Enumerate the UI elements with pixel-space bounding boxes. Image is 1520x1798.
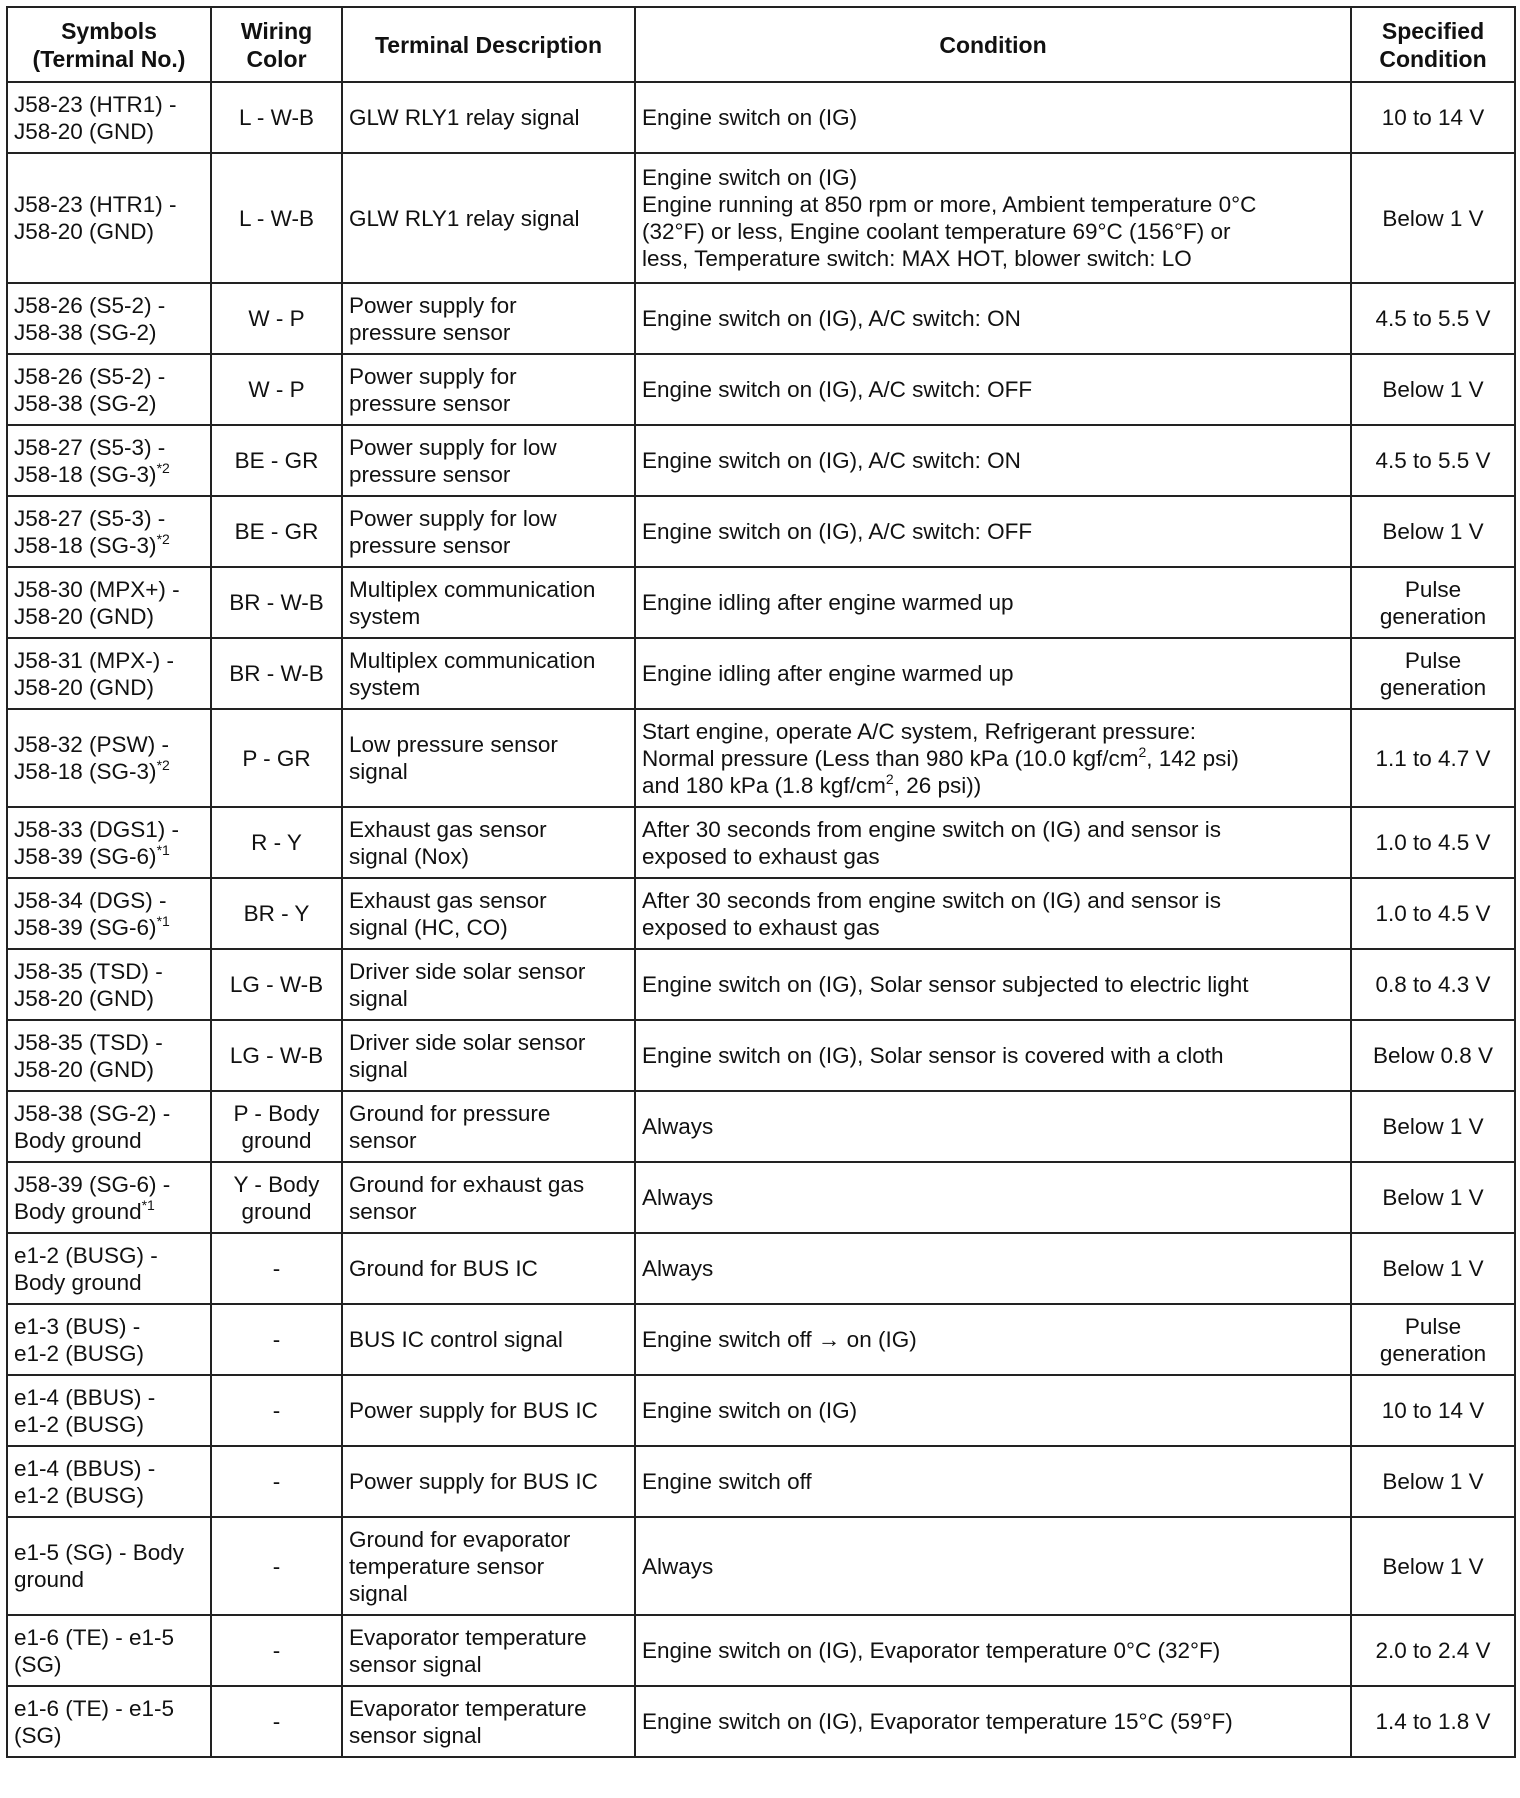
terminal-symbol-line: Body ground [14,1269,142,1295]
condition-line: Normal pressure (Less than 980 kPa (10.0 kgf/$cm^2$, 142 psi) [642,743,1239,771]
terminal-symbol-line: e1-6 (TE) - e1-5 [14,1695,175,1721]
terminal-description-cell: Power supply for low pressure sensor [342,496,635,567]
condition-line: After 30 seconds from engine switch on (IG) and sensor is [642,887,1222,913]
specified-condition-cell: 4.5 to 5.5 V [1351,283,1515,354]
condition-line: Always [642,1185,714,1210]
terminal-symbol-line: e1-5 (SG) - Body [14,1540,185,1565]
terminal-symbol-line: J58-34 (DGS) - [14,887,167,913]
specified-condition-cell: 4.5 to 5.5 V [1351,425,1515,496]
condition-line: Engine switch on (IG), Evaporator temperature 15°C (59°F) [642,1709,1233,1734]
terminal-symbol-cell [7,1233,211,1304]
wiring-color-cell: LG - W-B [211,949,342,1020]
condition-cell [635,567,1351,638]
terminal-symbol-line: J58-33 (DGS1) - [14,816,180,842]
terminal-symbol-line: (SG) [14,1722,62,1748]
condition-line: Engine idling after engine warmed up [642,590,1014,615]
terminal-description-cell: GLW RLY1 relay signal [342,82,635,153]
table-row [7,82,1515,153]
header-condition: Condition [635,7,1351,82]
specified-condition-cell: 1.0 to 4.5 V [1351,807,1515,878]
header-row [7,7,1515,82]
terminal-symbol-line: e1-2 (BUSG) [14,1340,145,1366]
terminal-symbol-line: J58-26 (S5-2) - [14,292,166,318]
terminal-symbol-line: J58-38 (SG-2) [14,319,157,345]
terminal-symbol-cell [7,283,211,354]
terminal-symbol-line: J58-39 $(SG-6)^{*1}$ [14,841,170,869]
header-wiring-color: Wiring Color [211,7,342,82]
terminal-symbol-cell [7,807,211,878]
terminal-symbol-line: (SG) [14,1651,62,1677]
terminal-description-cell: Low pressure sensor signal [342,709,635,807]
condition-line: Engine switch off → on (IG) [642,1327,917,1352]
terminal-symbol-line: J58-27 (S5-3) - [14,434,166,460]
condition-line: Engine idling after engine warmed up [642,661,1014,686]
table-row [7,425,1515,496]
condition-line: Engine switch on (IG), A/C switch: ON [642,306,1021,331]
terminal-description-cell: Power supply for low pressure sensor [342,425,635,496]
specified-condition-cell: Below 1 V [1351,153,1515,283]
wiring-color-cell: BR - W-B [211,567,342,638]
terminal-symbol-line: J58-20 (GND) [14,118,155,144]
condition-cell [635,1233,1351,1304]
condition-line: Engine running at 850 rpm or more, Ambient temperature 0°C [642,192,1257,217]
condition-cell [635,425,1351,496]
table-row [7,354,1515,425]
terminal-symbol-cell [7,1517,211,1615]
condition-line: After 30 seconds from engine switch on (IG) and sensor is [642,816,1222,842]
terminal-symbol-line: J58-38 (SG-2) - [14,1100,171,1126]
terminal-symbol-line: J58-38 (SG-2) [14,390,157,416]
terminal-symbol-line: e1-2 (BUSG) - [14,1242,158,1268]
condition-line: Always [642,1256,714,1281]
specified-condition-cell: Below 1 V [1351,1446,1515,1517]
terminal-symbol-line: ground [14,1567,85,1592]
terminal-symbol-line: e1-3 (BUS) - [14,1313,141,1339]
terminal-symbol-cell [7,82,211,153]
specified-condition-cell: Below 1 V [1351,1162,1515,1233]
footnote-marker: *1 [156,841,170,858]
terminal-description-cell: Power supply for BUS IC [342,1446,635,1517]
terminal-symbol-line: J58-20 (GND) [14,1056,155,1082]
condition-cell [635,1304,1351,1375]
terminal-description-cell: Power supply for BUS IC [342,1375,635,1446]
condition-cell [635,1020,1351,1091]
condition-line: less, Temperature switch: MAX HOT, blower switch: LO [642,246,1192,271]
specified-condition-cell: Pulse generation [1351,1304,1515,1375]
terminal-symbol-cell [7,1162,211,1233]
table-row [7,878,1515,949]
condition-line: exposed to exhaust gas [642,843,880,869]
terminal-symbol-cell [7,1446,211,1517]
terminal-symbol-cell [7,1686,211,1757]
terminal-description-cell: Multiplex communication system [342,567,635,638]
table-row [7,949,1515,1020]
condition-cell [635,354,1351,425]
terminal-symbol-line: J58-35 (TSD) - [14,1029,163,1055]
terminal-symbol-cell [7,496,211,567]
table-row [7,283,1515,354]
wiring-color-cell: BE - GR [211,425,342,496]
condition-cell [635,1446,1351,1517]
terminal-description-cell: Ground for evaporator temperature sensor signal [342,1517,635,1615]
condition-cell [635,283,1351,354]
condition-cell [635,1091,1351,1162]
terminal-symbol-line: J58-20 (GND) [14,985,155,1011]
terminal-symbol-cell [7,567,211,638]
terminal-description-cell: Ground for pressure sensor [342,1091,635,1162]
terminal-symbol-line: J58-18 $(SG-3)^{*2}$ [14,530,170,558]
specified-condition-cell: Pulse generation [1351,638,1515,709]
condition-cell [635,496,1351,567]
specified-condition-cell: 1.4 to 1.8 V [1351,1686,1515,1757]
terminal-symbol-cell [7,354,211,425]
footnote-marker: *2 [156,757,170,773]
footnote-marker: *2 [156,530,170,547]
condition-cell [635,1517,1351,1615]
table-row [7,1304,1515,1375]
terminal-description-cell: Driver side solar sensor signal [342,949,635,1020]
terminal-symbol-line: J58-20 (GND) [14,219,155,244]
condition-line: Engine switch on (IG), Solar sensor is covered with a cloth [642,1043,1224,1068]
terminal-symbol-cell [7,709,211,807]
specified-condition-cell: Below 1 V [1351,354,1515,425]
wiring-color-cell: - [211,1615,342,1686]
condition-line: Engine switch on (IG), Solar sensor subjected to electric light [642,972,1249,997]
wiring-color-cell: BR - Y [211,878,342,949]
header-terminal-description: Terminal Description [342,7,635,82]
terminal-symbol-line: e1-2 (BUSG) [14,1411,145,1437]
terminal-description-cell: Power supply for pressure sensor [342,283,635,354]
terminal-symbol-cell [7,878,211,949]
terminal-symbol-line: Body ground [14,1127,142,1153]
specified-condition-cell: 1.1 to 4.7 V [1351,709,1515,807]
condition-cell [635,1686,1351,1757]
table-row [7,1615,1515,1686]
table-row [7,1686,1515,1757]
specified-condition-cell: 1.0 to 4.5 V [1351,878,1515,949]
header-symbols: Symbols (Terminal No.) [7,7,211,82]
condition-line: Engine switch on (IG), Evaporator temperature 0°C (32°F) [642,1638,1221,1663]
terminal-symbol-line: J58-32 (PSW) - [14,732,170,757]
terminal-description-cell: Power supply for pressure sensor [342,354,635,425]
terminal-symbol-line: J58-30 (MPX+) - [14,576,180,602]
table-row [7,1020,1515,1091]
footnote-marker: *1 [141,1196,155,1213]
condition-cell [635,1162,1351,1233]
terminal-description-cell: GLW RLY1 relay signal [342,153,635,283]
wiring-color-cell: L - W-B [211,153,342,283]
specified-condition-cell: 10 to 14 V [1351,82,1515,153]
table-row [7,153,1515,283]
terminal-symbol-cell [7,949,211,1020]
terminal-symbol-line: e1-6 (TE) - e1-5 [14,1624,175,1650]
condition-cell [635,709,1351,807]
terminal-description-cell: Evaporator temperature sensor signal [342,1615,635,1686]
specified-condition-cell: Pulse generation [1351,567,1515,638]
specified-condition-cell: Below 1 V [1351,496,1515,567]
table-row [7,638,1515,709]
condition-line: Engine switch on (IG), A/C switch: OFF [642,519,1033,544]
terminal-symbol-line: J58-26 (S5-2) - [14,363,166,389]
wiring-color-cell: R - Y [211,807,342,878]
table-row [7,567,1515,638]
wiring-color-cell: - [211,1304,342,1375]
wiring-color-cell: L - W-B [211,82,342,153]
condition-cell [635,153,1351,283]
condition-line: Engine switch on (IG), A/C switch: OFF [642,377,1033,402]
table-row [7,496,1515,567]
condition-cell [635,1375,1351,1446]
terminal-description-cell: Exhaust gas sensor signal (HC, CO) [342,878,635,949]
wiring-color-cell: Y - Body ground [211,1162,342,1233]
condition-line: Engine switch on (IG) [642,165,858,190]
wiring-color-cell: W - P [211,283,342,354]
table-row [7,1517,1515,1615]
table-row [7,1091,1515,1162]
terminal-symbol-cell [7,1020,211,1091]
terminal-symbol-line: J58-18 $(SG-3)^{*2}$ [14,459,170,487]
terminal-description-cell: Ground for exhaust gas sensor [342,1162,635,1233]
wiring-color-cell: P - Body ground [211,1091,342,1162]
condition-line: Engine switch on (IG) [642,1398,858,1423]
wiring-color-cell: W - P [211,354,342,425]
table-row [7,709,1515,807]
table-row [7,1233,1515,1304]
condition-line: exposed to exhaust gas [642,914,880,940]
condition-cell [635,878,1351,949]
table-body [7,82,1515,1757]
terminal-symbol-cell [7,1615,211,1686]
condition-cell [635,949,1351,1020]
specified-condition-cell: 2.0 to 2.4 V [1351,1615,1515,1686]
terminal-symbol-line: J58-27 (S5-3) - [14,505,166,531]
terminal-symbol-line: J58-23 (HTR1) - [14,192,177,217]
terminal-symbol-line: Body ground$^{*1}$ [14,1196,155,1224]
footnote-marker: *2 [156,459,170,476]
terminal-symbol-line: e1-4 (BBUS) - [14,1455,156,1481]
wiring-color-cell: - [211,1375,342,1446]
wiring-color-cell: - [211,1686,342,1757]
wiring-color-cell: - [211,1233,342,1304]
condition-cell [635,82,1351,153]
condition-line: Engine switch off [642,1469,812,1494]
terminal-symbol-cell [7,1091,211,1162]
header-specified-condition: Specified Condition [1351,7,1515,82]
condition-cell [635,638,1351,709]
terminal-description-cell: BUS IC control signal [342,1304,635,1375]
terminal-symbol-line: J58-20 (GND) [14,674,155,700]
terminal-spec-table [6,6,1516,1758]
wiring-color-cell: - [211,1517,342,1615]
condition-line: (32°F) or less, Engine coolant temperature 69°C (156°F) or [642,219,1231,244]
terminal-symbol-line: J58-35 (TSD) - [14,958,163,984]
condition-line: and 180 kPa (1.8 kgf/$cm^2$, 26 psi)) [642,770,982,798]
wiring-color-cell: P - GR [211,709,342,807]
terminal-symbol-line: J58-23 (HTR1) - [14,91,177,117]
specified-condition-cell: 10 to 14 V [1351,1375,1515,1446]
wiring-color-cell: BR - W-B [211,638,342,709]
table-row [7,1446,1515,1517]
specified-condition-cell: Below 1 V [1351,1091,1515,1162]
condition-line: Engine switch on (IG) [642,105,858,130]
specified-condition-cell: Below 0.8 V [1351,1020,1515,1091]
footnote-marker: *1 [156,912,170,929]
terminal-symbol-line: J58-20 (GND) [14,603,155,629]
table-row [7,1162,1515,1233]
wiring-color-cell: LG - W-B [211,1020,342,1091]
condition-line: Always [642,1553,714,1579]
terminal-symbol-cell [7,425,211,496]
terminal-description-cell: Multiplex communication system [342,638,635,709]
terminal-description-cell: Driver side solar sensor signal [342,1020,635,1091]
terminal-symbol-line: e1-2 (BUSG) [14,1482,145,1508]
table-row [7,1375,1515,1446]
terminal-symbol-line: J58-31 (MPX-) - [14,647,175,673]
terminal-description-cell: Evaporator temperature sensor signal [342,1686,635,1757]
terminal-symbol-cell [7,1375,211,1446]
table-row [7,807,1515,878]
condition-cell [635,807,1351,878]
terminal-symbol-cell [7,153,211,283]
terminal-symbol-cell [7,638,211,709]
terminal-symbol-cell [7,1304,211,1375]
wiring-color-cell: BE - GR [211,496,342,567]
terminal-symbol-line: e1-4 (BBUS) - [14,1384,156,1410]
terminal-symbol-line: J58-18 $(SG-3)^{*2}$ [14,757,170,784]
condition-line: Engine switch on (IG), A/C switch: ON [642,448,1021,473]
specified-condition-cell: 0.8 to 4.3 V [1351,949,1515,1020]
wiring-color-cell: - [211,1446,342,1517]
specified-condition-cell: Below 1 V [1351,1233,1515,1304]
specified-condition-cell: Below 1 V [1351,1517,1515,1615]
condition-line: Start engine, operate A/C system, Refrigerant pressure: [642,718,1197,744]
terminal-symbol-line: J58-39 $(SG-6)^{*1}$ [14,912,170,940]
terminal-description-cell: Exhaust gas sensor signal (Nox) [342,807,635,878]
terminal-symbol-line: J58-39 (SG-6) - [14,1171,171,1197]
condition-cell [635,1615,1351,1686]
condition-line: Always [642,1114,714,1139]
terminal-description-cell: Ground for BUS IC [342,1233,635,1304]
